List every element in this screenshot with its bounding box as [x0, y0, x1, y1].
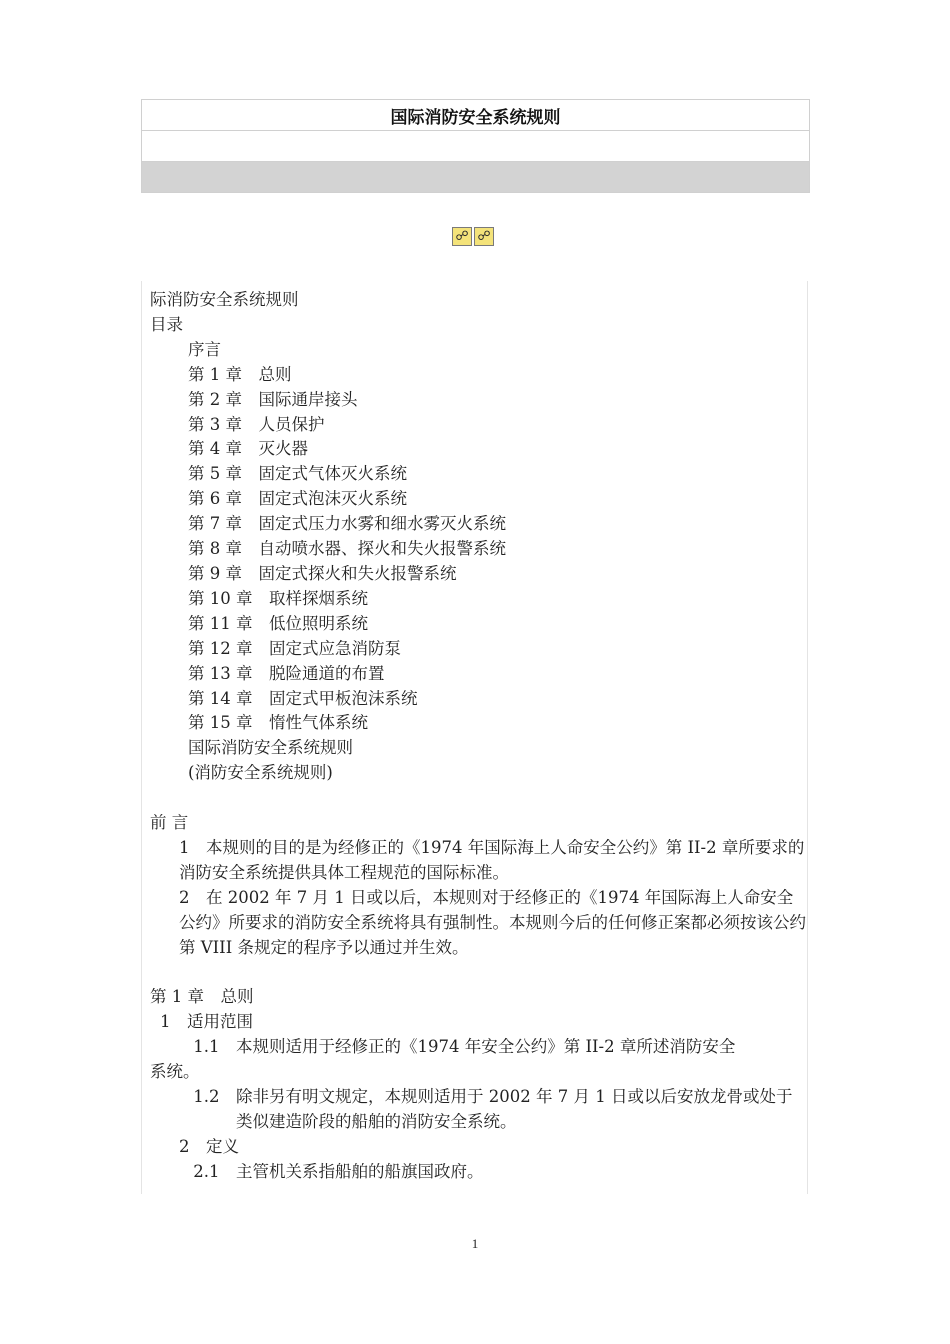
- toc-item[interactable]: 第 9 章 固定式探火和失火报警系统: [188, 563, 457, 583]
- header-table: [141, 99, 810, 193]
- table-of-contents: [150, 338, 807, 786]
- toc-item[interactable]: 第 8 章 自动喷水器、探火和失火报警系统: [188, 539, 506, 559]
- nav-next-icon[interactable]: ☍: [474, 227, 494, 246]
- nav-icon-group: [452, 227, 494, 247]
- preface-heading: 前 言: [150, 813, 189, 833]
- spacer: [150, 960, 807, 985]
- toc-item[interactable]: 第 12 章 固定式应急消防泵: [188, 638, 401, 658]
- toc-item[interactable]: (消防安全系统规则): [188, 763, 333, 783]
- toc-heading: 目录: [150, 314, 183, 334]
- section-1-heading: 1 适用范围: [160, 1012, 253, 1032]
- preface-paragraph-1: 1 本规则的目的是为经修正的《1974 年国际海上人命安全公约》第 II-2 章所要求的消防安全系统提供具体工程规范的国际标准。: [179, 837, 805, 882]
- toc-item[interactable]: 第 7 章 固定式压力水雾和细水雾灭火系统: [188, 514, 506, 534]
- header-empty-row: [142, 131, 809, 162]
- chapter-1-heading: 第 1 章 总则: [150, 987, 254, 1007]
- toc-item[interactable]: 第 3 章 人员保护: [188, 414, 325, 434]
- clause-number: 1.1: [193, 1037, 236, 1057]
- page-title: 国际消防安全系统规则: [142, 100, 809, 131]
- clause-2-1: [150, 1160, 807, 1185]
- clause-text: 主管机关系指船舶的船旗国政府。: [236, 1161, 484, 1181]
- document-body: [141, 281, 808, 1194]
- spacer: [150, 786, 807, 811]
- document-title: 际消防安全系统规则: [150, 290, 299, 309]
- toc-item[interactable]: 第 11 章 低位照明系统: [188, 613, 368, 633]
- toc-item[interactable]: 第 14 章 固定式甲板泡沫系统: [188, 688, 418, 708]
- section-2-heading: 2 定义: [179, 1136, 239, 1156]
- clause-1-2: [150, 1085, 807, 1135]
- toc-item[interactable]: 序言: [188, 339, 221, 359]
- toc-item[interactable]: 第 4 章 灭火器: [188, 439, 308, 459]
- preface-paragraph-2: 2 在 2002 年 7 月 1 日或以后，本规则对于经修正的《1974 年国际海上人命安全公约》所要求的消防安全系统将具有强制性。本规则今后的任何修正案都必须按该公约第 VIII 条规定的程序予以通过并生效。: [179, 887, 806, 957]
- toc-item[interactable]: 第 1 章 总则: [188, 364, 292, 384]
- toc-item[interactable]: 第 6 章 固定式泡沫灭火系统: [188, 489, 407, 509]
- nav-prev-icon[interactable]: ☍: [452, 227, 472, 246]
- clause-number: 2.1: [193, 1161, 236, 1181]
- clause-continuation: 系统。: [150, 1062, 200, 1082]
- toc-item[interactable]: 第 15 章 惰性气体系统: [188, 713, 368, 733]
- clause-1-1: [150, 1035, 807, 1060]
- toc-item[interactable]: 第 13 章 脱险通道的布置: [188, 663, 385, 683]
- toc-item[interactable]: 国际消防安全系统规则: [188, 738, 353, 758]
- toc-item[interactable]: 第 5 章 固定式气体灭火系统: [188, 464, 407, 484]
- toc-item[interactable]: 第 2 章 国际通岸接头: [188, 389, 358, 409]
- toc-item[interactable]: 第 10 章 取样探烟系统: [188, 588, 368, 608]
- header-gray-bar: [142, 162, 809, 192]
- page-number: 1: [471, 1236, 479, 1251]
- clause-text: 除非另有明文规定，本规则适用于 2002 年 7 月 1 日或以后安放龙骨或处于类似建造阶段的船舶的消防安全系统。: [236, 1086, 793, 1131]
- clause-number: 1.2: [193, 1086, 236, 1106]
- clause-text: 本规则适用于经修正的《1974 年安全公约》第 II-2 章所述消防安全: [236, 1037, 736, 1057]
